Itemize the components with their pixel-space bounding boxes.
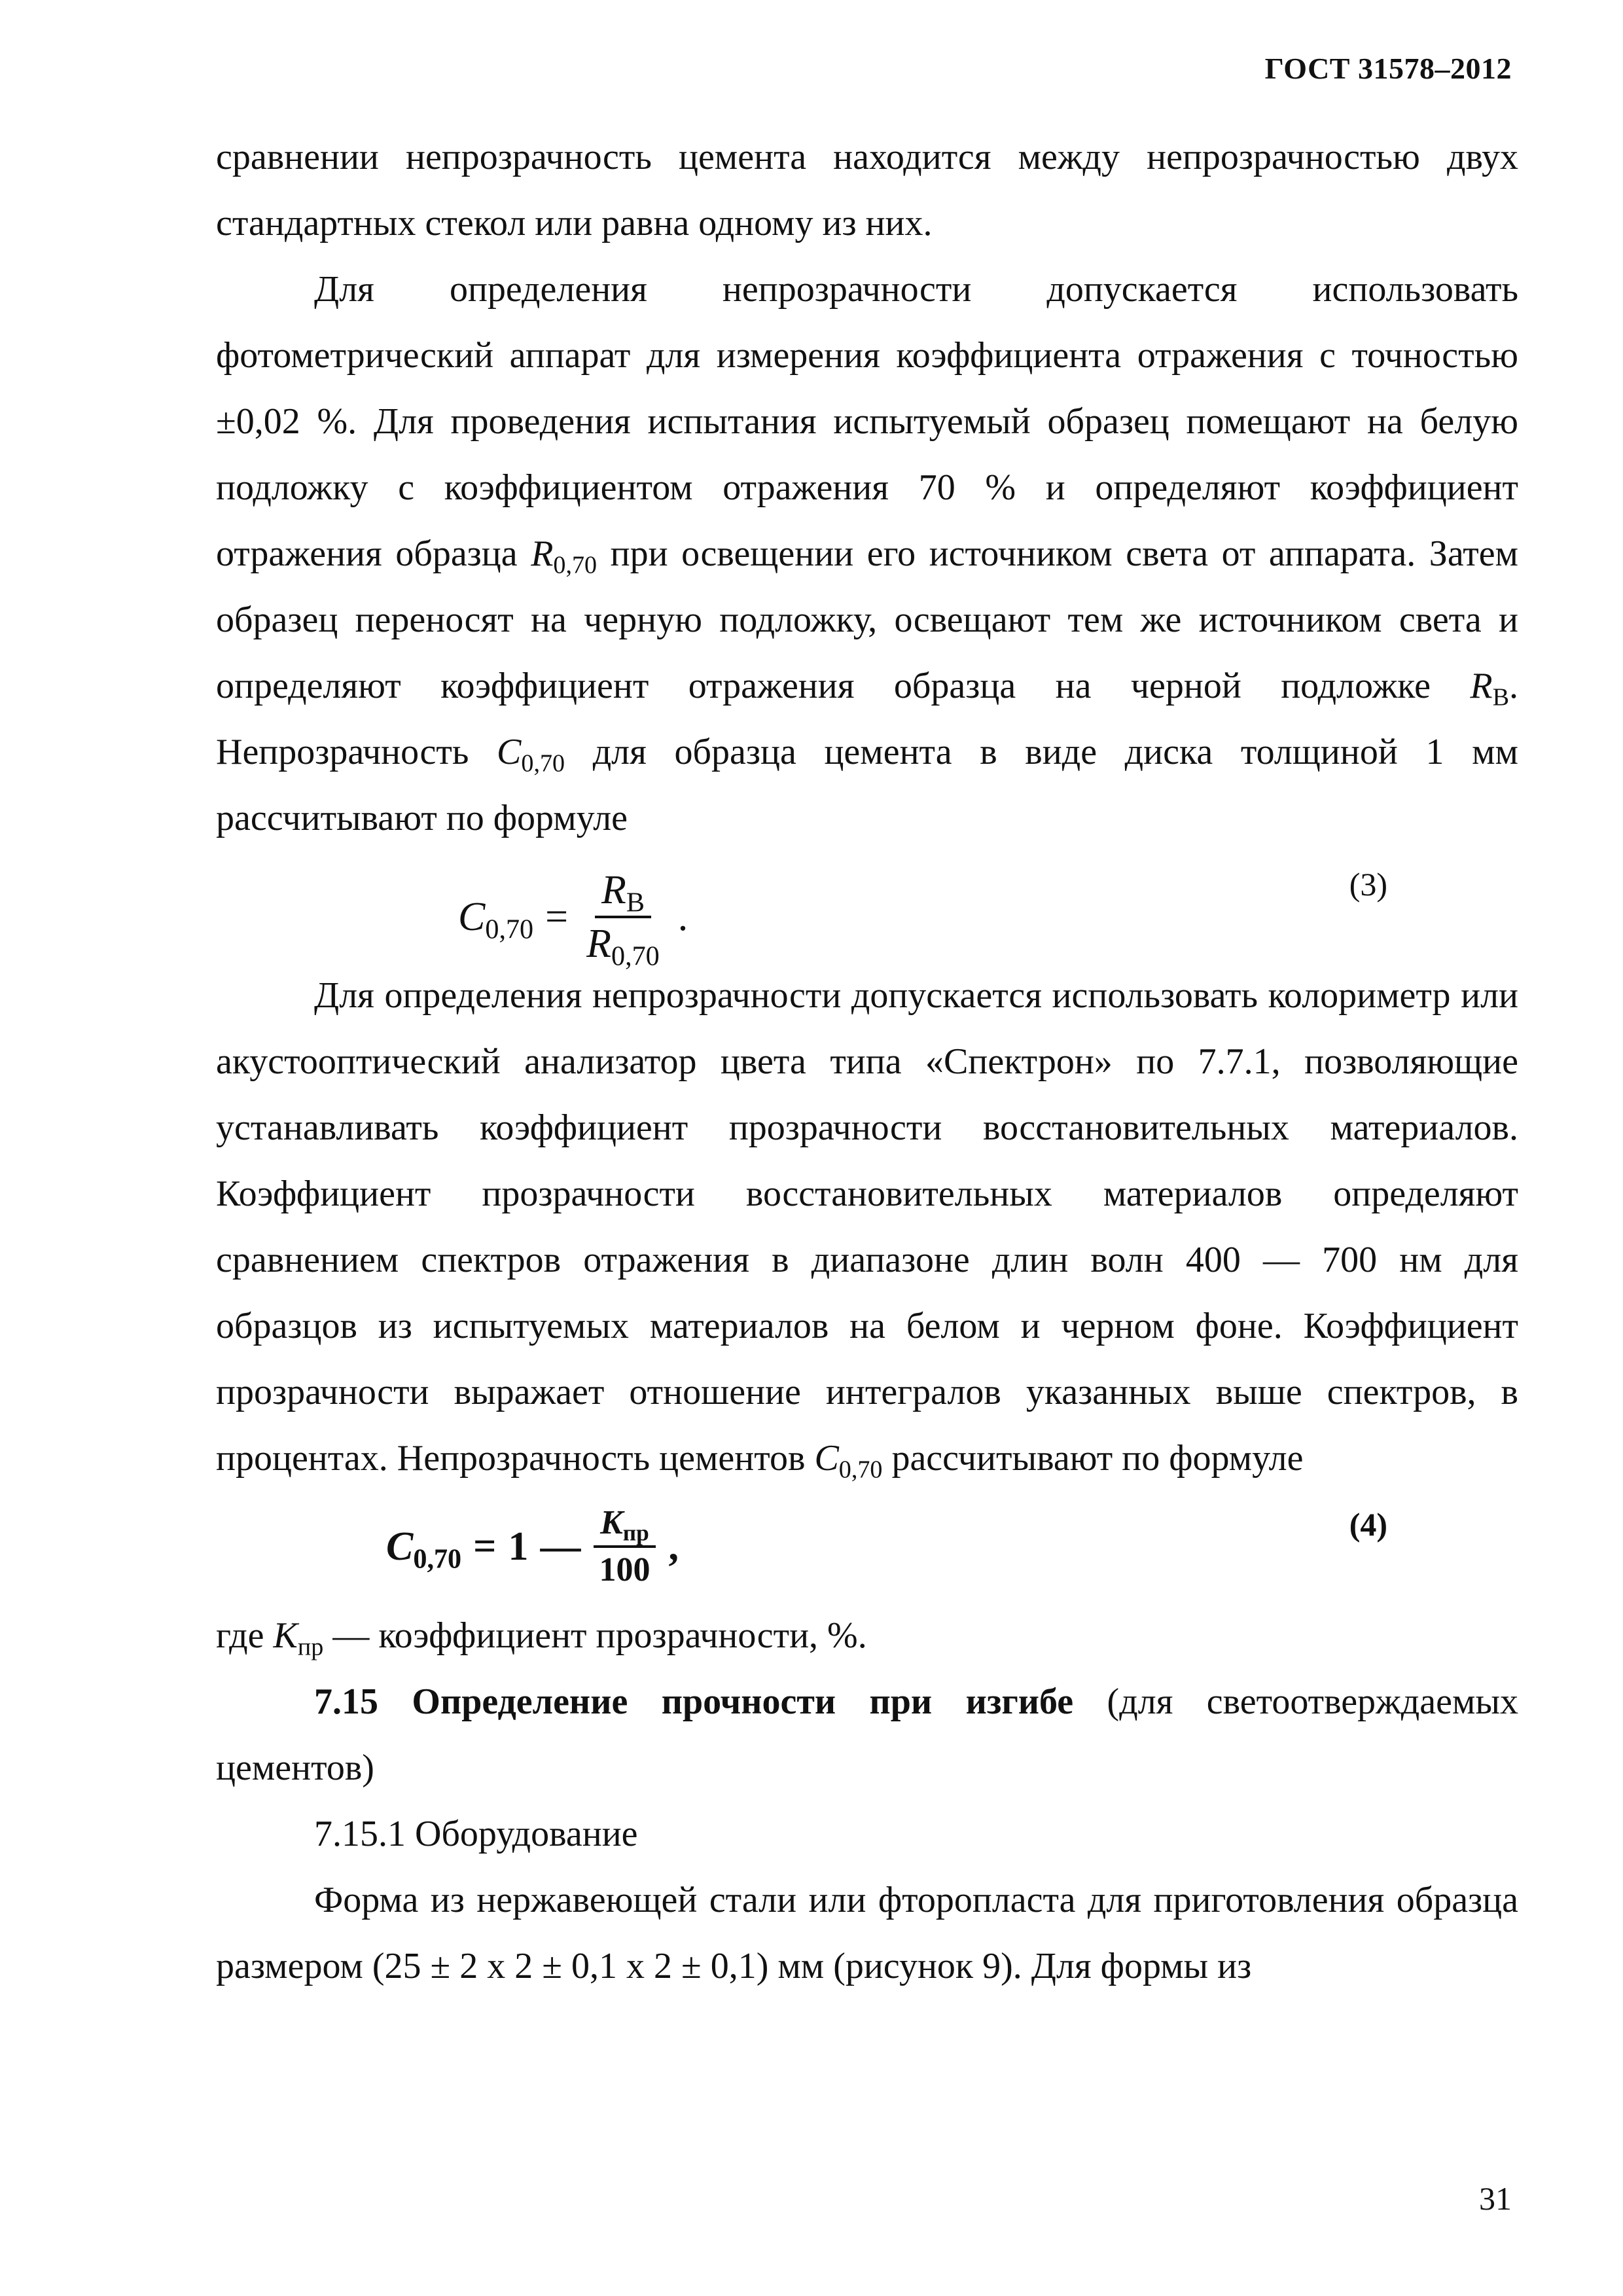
paragraph-text: где: [216, 1615, 274, 1656]
formula-one: 1: [508, 1524, 529, 1569]
formula-subscript: 0,70: [413, 1543, 462, 1575]
formula-subscript: пр: [622, 1519, 649, 1546]
formula-expression: [386, 1506, 679, 1587]
symbol-subscript: B: [1492, 683, 1509, 711]
paragraph-text: Для определения непрозрачности допускается использовать колориметр или акустооптический анализатор цвета типа «Спектрон» по 7.7.1, позволяющие устанавливать коэффициент прозрачности восстановительных материалов. Коэффициент прозрачности восстановительных материалов определяют сравнением спектров отражения в диапазоне длин волн 400 — 700 нм для образцов из испытуемых материалов на белом и черном фоне. Коэффициент прозрачности выражает отношение интегралов указанных выше спектров, в процентах. Непрозрачность цементов: [216, 975, 1518, 1479]
section-heading: [216, 1669, 1518, 1801]
paragraph-where: [216, 1603, 1518, 1669]
symbol-letter: K: [273, 1615, 298, 1656]
fraction-denominator: [580, 918, 666, 972]
section-title: 7.15 Определение прочности при изгибе: [314, 1681, 1074, 1722]
paragraph-text: . Непрозрачность: [216, 666, 1518, 772]
symbol-c: [497, 732, 521, 772]
formula-lhs: [386, 1514, 461, 1580]
formula-subscript: 0,70: [611, 941, 660, 972]
formula-subscript: B: [626, 887, 645, 918]
symbol-subscript: 0,70: [553, 551, 597, 579]
symbol-letter: R: [1470, 666, 1493, 706]
paragraph-text: — коэффициент прозрачности, %.: [323, 1615, 867, 1656]
standard-header: ГОСТ 31578–2012: [1264, 52, 1512, 85]
fraction-denominator: 100: [599, 1551, 651, 1588]
equals-sign: =: [545, 894, 569, 939]
minus-sign: —: [540, 1524, 581, 1569]
paragraph-continuation: [216, 124, 1518, 257]
section-title-rest: (для светоотверждаемых цементов): [216, 1681, 1519, 1788]
symbol-letter: R: [531, 533, 554, 574]
formula-period: .: [677, 894, 688, 939]
paragraph-text: рассчитывают по формуле: [882, 1438, 1304, 1479]
formula-letter: R: [601, 868, 626, 912]
symbol-letter: C: [814, 1438, 839, 1479]
formula-4: [216, 1492, 1518, 1603]
fraction: [592, 1506, 656, 1587]
page-number: 31: [1479, 2180, 1512, 2217]
formula-lhs: [458, 884, 533, 950]
symbol-r: [531, 533, 553, 574]
symbol-subscript: 0,70: [838, 1456, 883, 1484]
body-text: [216, 124, 1518, 2000]
symbol-k: [274, 1615, 298, 1656]
paragraph-text: Форма из нержавеющей стали или фторопласта для приготовления образца размером (25 ± 2 x 2 ± 0,1 x 2 ± 0,1) мм (рисунок 9). Для формы из: [216, 1880, 1518, 1986]
symbol-c: [814, 1438, 838, 1479]
paragraph-colorimeter: [216, 963, 1518, 1492]
symbol-r: [1470, 666, 1492, 706]
symbol-subscript: пр: [297, 1633, 324, 1661]
paragraph-text: при освещении его источником света от аппарата. Затем образец переносят на черную подложку, освещают тем же источником света и определяют коэффициент отражения образца на черной подложке: [216, 533, 1518, 706]
formula-letter: K: [600, 1504, 623, 1541]
formula-comma: ,: [668, 1524, 679, 1569]
formula-3: [216, 852, 1518, 972]
formula-number: (3): [1349, 866, 1387, 903]
subsection-heading: [216, 1801, 1518, 1867]
paragraph-text: сравнении непрозрачность цемента находится между непрозрачностью двух стандартных стекол или равна одному из них.: [216, 137, 1518, 243]
fraction-numerator: [594, 1506, 656, 1548]
fraction: [580, 868, 666, 972]
paragraph-text: для образца цемента в виде диска толщиной 1 мм рассчитывают по формуле: [216, 732, 1518, 838]
paragraph-photometric: [216, 257, 1518, 852]
symbol-letter: C: [497, 732, 522, 772]
fraction-numerator: [595, 870, 651, 918]
formula-letter: C: [386, 1524, 414, 1569]
formula-letter: C: [458, 894, 486, 939]
formula-number: (4): [1349, 1506, 1387, 1543]
formula-letter: R: [586, 922, 611, 966]
subsection-title: 7.15.1 Оборудование: [314, 1814, 638, 1854]
paragraph-text: Для определения непрозрачности допускается использовать фотометрический аппарат для измерения коэффициента отражения с точностью ±0,02 %. Для проведения испытания испытуемый образец помещают на белую подложку с коэффициентом отражения 70 % и определяют коэффициент отражения образца: [216, 269, 1518, 574]
equals-sign: =: [473, 1524, 497, 1569]
paragraph-mold: [216, 1867, 1518, 2000]
symbol-subscript: 0,70: [521, 749, 565, 778]
formula-subscript: 0,70: [485, 914, 534, 945]
formula-expression: [458, 868, 688, 972]
